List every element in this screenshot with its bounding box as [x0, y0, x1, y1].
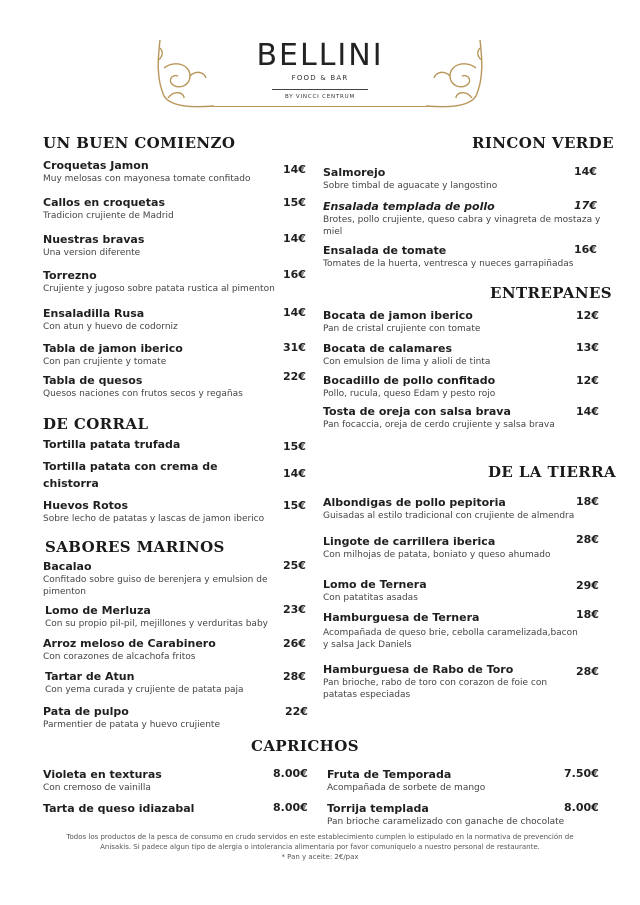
item-description: Una version diferente: [43, 248, 141, 258]
menu-item: [323, 534, 551, 561]
menu-item: [327, 767, 485, 794]
item-description: Con corazones de alcachofa fritos: [43, 652, 196, 662]
menu-header: [0, 0, 640, 120]
item-description-line: miel: [323, 227, 343, 237]
item-price: 12€: [576, 309, 599, 322]
menu-item: [43, 559, 268, 598]
item-price: 23€: [283, 603, 306, 616]
item-description: Con patatitas asadas: [323, 593, 418, 603]
menu-item: [43, 268, 275, 295]
menu-item: [43, 636, 216, 663]
item-name: Bocata de calamares: [323, 342, 453, 355]
item-description-line: patatas especiadas: [323, 690, 411, 700]
item-price: 13€: [576, 341, 599, 354]
menu-item: [43, 801, 194, 816]
item-name-line: chistorra: [43, 477, 99, 490]
item-description: Muy melosas con mayonesa tomate confitado: [43, 174, 251, 184]
menu-item: [43, 232, 144, 259]
item-price: 15€: [283, 196, 306, 209]
header-gold-line: [210, 106, 430, 107]
item-name: Pata de pulpo: [43, 705, 129, 718]
item-name: Nuestras bravas: [43, 233, 145, 246]
item-price: 8.00€: [564, 801, 599, 814]
menu-item: [323, 341, 490, 368]
menu-item: [323, 165, 497, 192]
item-name: Callos en croquetas: [43, 196, 165, 209]
item-price: 7.50€: [564, 767, 599, 780]
item-name: Ensalada de tomate: [323, 244, 447, 257]
item-price: 15€: [283, 440, 306, 453]
item-name: Lingote de carrillera iberica: [323, 535, 496, 548]
item-description: Sobre timbal de aguacate y langostino: [323, 181, 498, 191]
item-name: Torrezno: [43, 269, 97, 282]
item-description: Pan de cristal crujiente con tomate: [323, 324, 481, 334]
item-description: Con yema curada y crujiente de patata paja: [45, 685, 244, 695]
item-description: Pan focaccia, oreja de cerdo crujiente y salsa brava: [323, 420, 555, 430]
item-name: Tortilla patata trufada: [43, 438, 181, 451]
section-title-entrepanes: ENTREPANES: [490, 284, 613, 302]
item-description-line: pimenton: [43, 587, 86, 597]
menu-item: [43, 498, 264, 525]
item-name: Ensaladilla Rusa: [43, 307, 145, 320]
menu-item: [43, 767, 162, 794]
menu-item: [323, 577, 427, 604]
item-price: 14€: [283, 306, 306, 319]
item-price: 28€: [283, 670, 306, 683]
item-name: Albondigas de pollo pepitoria: [323, 496, 506, 509]
item-description: Con cremoso de vainilla: [43, 783, 151, 793]
item-description: Pollo, rucula, queso Edam y pesto rojo: [323, 389, 496, 399]
item-price: 15€: [283, 499, 306, 512]
item-name: Tosta de oreja con salsa brava: [323, 405, 511, 418]
item-price: 8.00€: [273, 767, 308, 780]
brand-title: BELLINI: [256, 38, 384, 73]
brand-divider: [272, 89, 368, 90]
item-name: Tabla de quesos: [43, 374, 143, 387]
menu-item: [323, 243, 573, 270]
item-description: Con emulsion de lima y alioli de tinta: [323, 357, 491, 367]
section-title-buen-comienzo: UN BUEN COMIENZO: [43, 134, 236, 152]
menu-item: [43, 195, 174, 222]
item-price: 14€: [283, 467, 306, 480]
menu-item: [45, 603, 268, 630]
item-description: Tradicion crujiente de Madrid: [43, 211, 174, 221]
item-description: Quesos naciones con frutos secos y regañas: [43, 389, 243, 399]
item-name: Tabla de jamon iberico: [43, 342, 183, 355]
menu-item: [323, 495, 574, 522]
menu-item: [43, 341, 183, 368]
item-name: Bocata de jamon iberico: [323, 309, 473, 322]
item-price: 16€: [574, 243, 597, 256]
menu-item: [43, 373, 243, 400]
menu-item: [323, 373, 495, 400]
footer-line: Anisakis. Si padece algun tipo de alergia o intolerancia alimentaria por favor comuníquelo a nuestro personal de restaurante.: [100, 843, 540, 851]
menu-item: [43, 437, 180, 452]
footer-notice: [40, 832, 600, 862]
menu-item: [45, 669, 244, 696]
footer-line: Todos los productos de la pesca de consumo en crudo servidos en este establecimiento cumplen lo estipulado en la normativa de prevención de: [66, 833, 574, 841]
menu-item: [323, 404, 555, 431]
item-price: 29€: [576, 579, 599, 592]
item-description: Acompañada de sorbete de mango: [327, 783, 486, 793]
item-name: Bacalao: [43, 560, 92, 573]
item-description-line: Pan brioche, rabo de toro con corazon de foie con: [323, 678, 548, 688]
item-name: Salmorejo: [323, 166, 386, 179]
item-name: Ensalada templada de pollo: [323, 200, 495, 213]
brand-by-line: BY VINCCI CENTRUM: [284, 94, 356, 100]
item-name: Torrija templada: [327, 802, 429, 815]
menu-item: [43, 704, 220, 731]
item-name: Lomo de Ternera: [323, 578, 427, 591]
section-title-sabores-marinos: SABORES MARINOS: [45, 538, 225, 556]
item-description: Crujiente y jugoso sobre patata rustica al pimenton: [43, 284, 275, 294]
item-price: 8.00€: [273, 801, 308, 814]
menu-item: [43, 306, 178, 333]
item-description: Con atun y huevo de codorniz: [43, 322, 178, 332]
item-price: 31€: [283, 341, 306, 354]
item-name: Arroz meloso de Carabinero: [43, 637, 216, 650]
item-description: Tomates de la huerta, ventresca y nueces garrapiñadas: [323, 259, 574, 269]
menu-item: [323, 199, 600, 238]
item-description-line: Confitado sobre guiso de berenjera y emulsion de: [43, 575, 268, 585]
item-description: Guisadas al estilo tradicional con crujiente de almendra: [323, 511, 575, 521]
item-name: Bocadillo de pollo confitado: [323, 374, 496, 387]
item-price: 18€: [576, 608, 599, 621]
section-title-de-la-tierra: DE LA TIERRA: [488, 463, 617, 481]
item-price: 28€: [576, 665, 599, 678]
item-price: 17€: [574, 199, 597, 212]
item-price: 12€: [576, 374, 599, 387]
menu-item: [323, 308, 480, 335]
section-title-de-corral: DE CORRAL: [43, 415, 149, 433]
item-price: 26€: [283, 637, 306, 650]
item-description-line: Brotes, pollo crujiente, queso cabra y vinagreta de mostaza y: [323, 215, 601, 225]
item-price: 22€: [285, 705, 308, 718]
item-description: Con pan crujiente y tomate: [43, 357, 167, 367]
item-name-line: Tortilla patata con crema de: [43, 460, 218, 473]
item-name: Lomo de Merluza: [45, 604, 151, 617]
item-price: 14€: [574, 165, 597, 178]
item-description: Pan brioche caramelizado con ganache de chocolate: [327, 817, 565, 827]
item-price: 14€: [283, 232, 306, 245]
section-title-caprichos: CAPRICHOS: [251, 737, 359, 755]
item-description: Parmentier de patata y huevo crujiente: [43, 720, 220, 730]
item-name: Hamburguesa de Ternera: [323, 611, 480, 624]
menu-item: [43, 158, 251, 185]
item-price: 25€: [283, 559, 306, 572]
section-title-rincon-verde: RINCON VERDE: [472, 134, 614, 152]
item-name: Huevos Rotos: [43, 499, 128, 512]
item-name: Hamburguesa de Rabo de Toro: [323, 663, 514, 676]
item-name: Croquetas Jamon: [43, 159, 149, 172]
item-name: Violeta en texturas: [43, 768, 162, 781]
item-price: 28€: [576, 533, 599, 546]
item-price: 14€: [576, 405, 599, 418]
menu-item: [43, 458, 218, 492]
item-description: Sobre lecho de patatas y lascas de jamon iberico: [43, 514, 265, 524]
menu-item: [323, 610, 578, 651]
item-description: Con milhojas de patata, boniato y queso ahumado: [323, 550, 551, 560]
menu-item: [327, 801, 564, 828]
item-price: 14€: [283, 163, 306, 176]
item-name: Tarta de queso idiazabal: [43, 802, 195, 815]
item-description: Con su propio pil-pil, mejillones y verduritas baby: [45, 619, 268, 629]
item-price: 18€: [576, 495, 599, 508]
brand-subtitle: FOOD & BAR: [291, 74, 349, 82]
footer-bread-note: * Pan y aceite: 2€/pax: [281, 853, 359, 861]
item-description-line: Acompañada de queso brie, cebolla caramelizada,bacon: [323, 628, 578, 638]
item-price: 16€: [283, 268, 306, 281]
menu-item: [323, 662, 547, 701]
item-name: Fruta de Temporada: [327, 768, 452, 781]
item-price: 22€: [283, 370, 306, 383]
item-name: Tartar de Atun: [45, 670, 135, 683]
item-description-line: y salsa Jack Daniels: [323, 640, 412, 650]
